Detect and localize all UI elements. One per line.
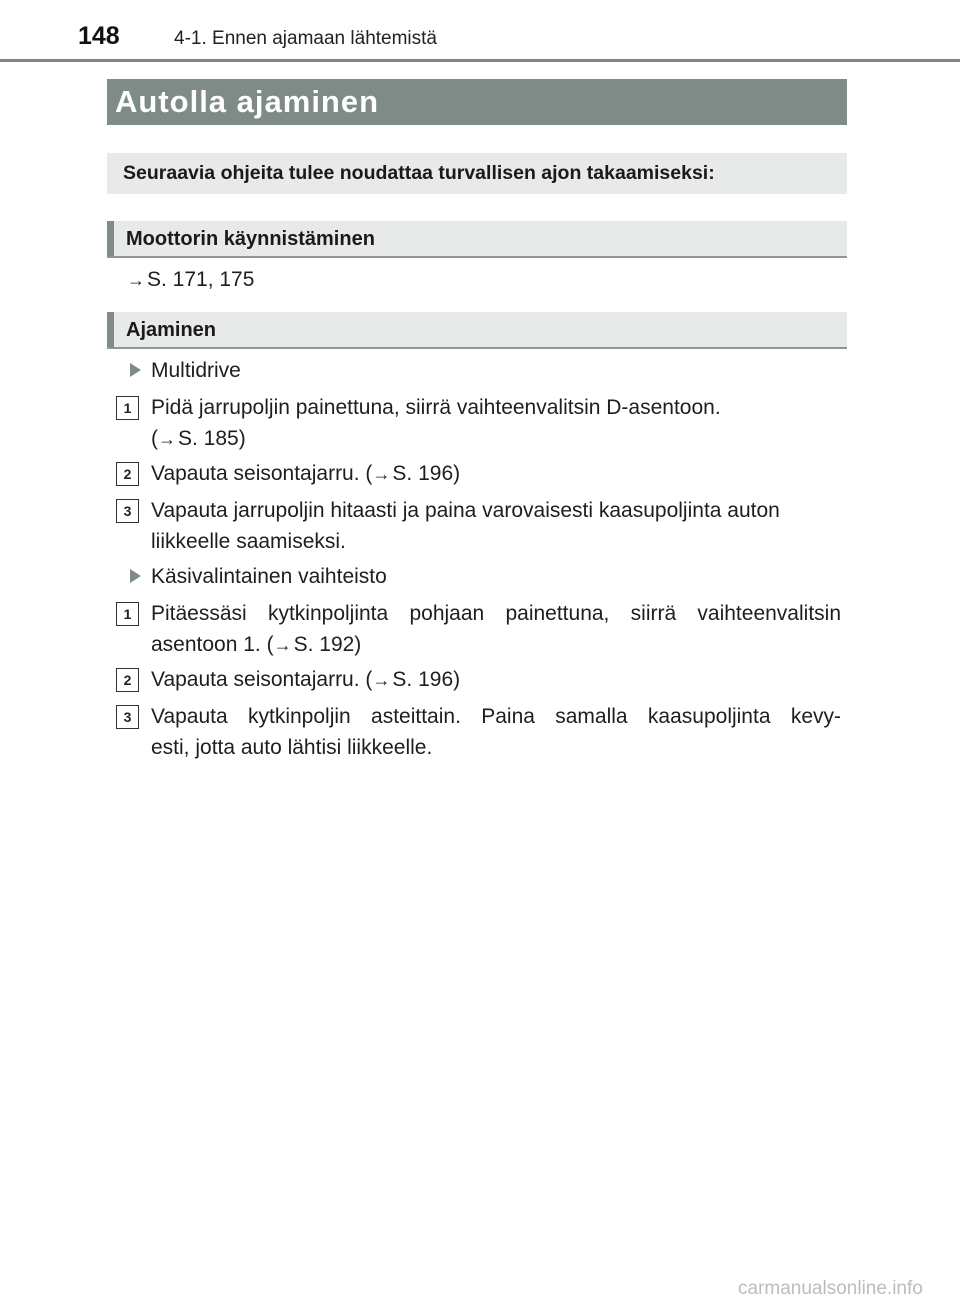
step-line: Vapauta seisontajarru. (→S. 196) — [151, 664, 841, 696]
engine-start-reference[interactable] — [127, 264, 254, 296]
page-reference[interactable]: S. 185) — [178, 427, 246, 450]
step-number-badge: 1 — [116, 602, 139, 626]
step-text — [151, 392, 841, 455]
step-text — [151, 598, 841, 661]
page-title-bar — [107, 79, 847, 125]
step-line: esti, jotta auto lähtisi liikkeelle. — [151, 736, 433, 759]
step-number-badge: 3 — [116, 705, 139, 729]
arrow-right-icon: → — [127, 270, 145, 290]
step-line: liikkeelle saamiseksi. — [151, 530, 346, 553]
page-number: 148 — [78, 22, 120, 50]
chapter-title: 4-1. Ennen ajamaan lähtemistä — [174, 28, 437, 49]
arrow-right-icon: → — [372, 464, 391, 484]
step-number-badge: 1 — [116, 396, 139, 420]
header-divider — [0, 59, 960, 62]
section-heading-engine-start — [107, 221, 847, 258]
triangle-bullet-icon — [130, 569, 141, 583]
step-line: Pidä jarrupoljin painettuna, siirrä vaihteenvalitsin D-asentoon. — [151, 396, 721, 419]
step-line: Pitäessäsi kytkinpoljinta pohjaan painettuna, siirrä vaihteenvalitsin — [151, 602, 841, 625]
step-line: Vapauta kytkinpoljin asteittain. Paina samalla kaasupoljinta kevy- — [151, 705, 841, 728]
intro-box — [107, 153, 847, 194]
subsection-title-manual: Käsivalintainen vaihteisto — [151, 565, 387, 588]
step-number-badge: 2 — [116, 462, 139, 486]
step-line: Vapauta jarrupoljin hitaasti ja paina varovaisesti kaasupoljinta auton — [151, 499, 780, 522]
subsection-title-multidrive: Multidrive — [151, 359, 241, 382]
section-heading-driving — [107, 312, 847, 349]
step-text — [151, 458, 841, 490]
section-heading-label: Ajaminen — [126, 319, 217, 341]
step-number-badge: 3 — [116, 499, 139, 523]
section-heading-label: Moottorin käynnistäminen — [126, 228, 375, 250]
step-number-badge: 2 — [116, 668, 139, 692]
intro-text: Seuraavia ohjeita tulee noudattaa turvallisen ajon takaamiseksi: — [123, 162, 715, 184]
page-reference[interactable]: S. 192) — [293, 633, 362, 656]
step-text — [151, 664, 841, 696]
page-title: Autolla ajaminen — [115, 84, 380, 119]
arrow-right-icon: → — [158, 429, 176, 449]
section-accent-bar — [107, 221, 114, 256]
arrow-right-icon: → — [273, 635, 292, 655]
step-line: (→S. 185) — [151, 423, 841, 455]
watermark: carmanualsonline.info — [738, 1278, 923, 1299]
triangle-bullet-icon — [130, 363, 141, 377]
section-accent-bar — [107, 312, 114, 347]
page-reference[interactable]: S. 196) — [392, 462, 461, 485]
step-line: Vapauta seisontajarru. (→S. 196) — [151, 458, 841, 490]
page-reference[interactable]: S. 196) — [392, 668, 461, 691]
arrow-right-icon: → — [372, 670, 391, 690]
reference-text: S. 171, 175 — [147, 268, 255, 291]
step-text — [151, 495, 841, 557]
step-text — [151, 701, 841, 763]
step-line: asentoon 1. (→S. 192) — [151, 629, 841, 661]
page-header — [0, 0, 960, 62]
